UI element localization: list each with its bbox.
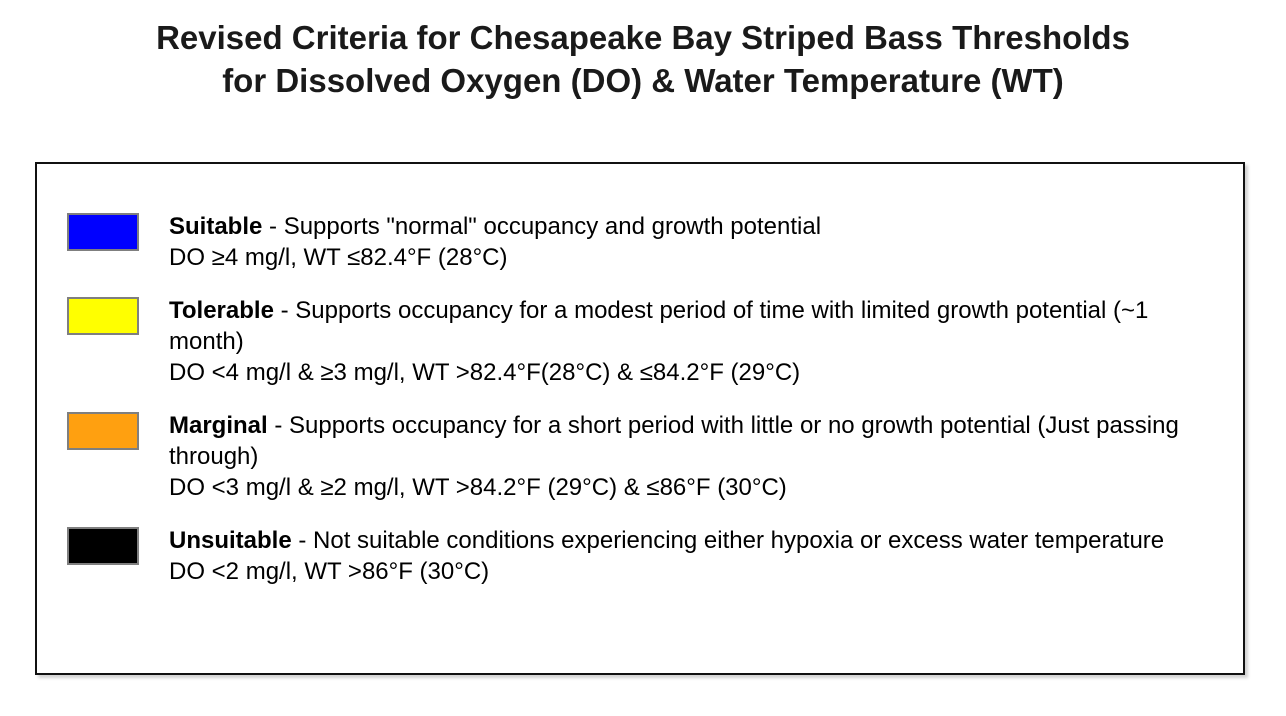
- page-title-line2: for Dissolved Oxygen (DO) & Water Temperature (WT): [222, 62, 1064, 99]
- legend-entry-suitable: [67, 211, 1223, 273]
- legend-entry-description: [169, 295, 1221, 357]
- legend-entry-label: Marginal: [169, 412, 268, 439]
- legend-entry-label: Unsuitable: [169, 527, 292, 554]
- legend-entry-desc-text: - Not suitable conditions experiencing either hypoxia or excess water temperature: [291, 527, 1165, 554]
- legend-entry-description: [169, 410, 1221, 472]
- legend-entry-criteria: DO <4 mg/l & ≥3 mg/l, WT >82.4°F(28°C) & ≤84.2°F (29°C): [169, 359, 801, 386]
- unsuitable-color-swatch: [67, 527, 139, 565]
- legend-entry-label: Tolerable: [169, 297, 274, 324]
- legend-entry-label: Suitable: [169, 213, 263, 240]
- legend-entry-text: [169, 525, 1164, 587]
- legend-entry-desc-text: - Supports "normal" occupancy and growth potential: [262, 213, 822, 240]
- page-title: [0, 16, 1286, 102]
- legend-entry-marginal: [67, 410, 1223, 503]
- legend-entry-unsuitable: [67, 525, 1223, 587]
- legend-entry-criteria: DO <3 mg/l & ≥2 mg/l, WT >84.2°F (29°C) & ≤86°F (30°C): [169, 474, 787, 501]
- marginal-color-swatch: [67, 412, 139, 450]
- legend-entry-description: [169, 211, 821, 242]
- legend-entry-tolerable: [67, 295, 1223, 388]
- suitable-color-swatch: [67, 213, 139, 251]
- legend-entry-text: [169, 295, 1221, 388]
- legend-entry-text: [169, 410, 1221, 503]
- legend-entry-desc-text: - Supports occupancy for a modest period of time with limited growth potential (~1 month): [169, 297, 1149, 355]
- tolerable-color-swatch: [67, 297, 139, 335]
- legend-entry-criteria: DO ≥4 mg/l, WT ≤82.4°F (28°C): [169, 244, 508, 271]
- legend-entry-text: [169, 211, 821, 273]
- page-title-line1: Revised Criteria for Chesapeake Bay Striped Bass Thresholds: [156, 19, 1130, 56]
- legend-entry-criteria: DO <2 mg/l, WT >86°F (30°C): [169, 558, 490, 585]
- legend-entry-desc-text: - Supports occupancy for a short period with little or no growth potential (Just passing through): [169, 412, 1179, 470]
- legend-entry-description: [169, 525, 1164, 556]
- legend-box: [35, 162, 1245, 675]
